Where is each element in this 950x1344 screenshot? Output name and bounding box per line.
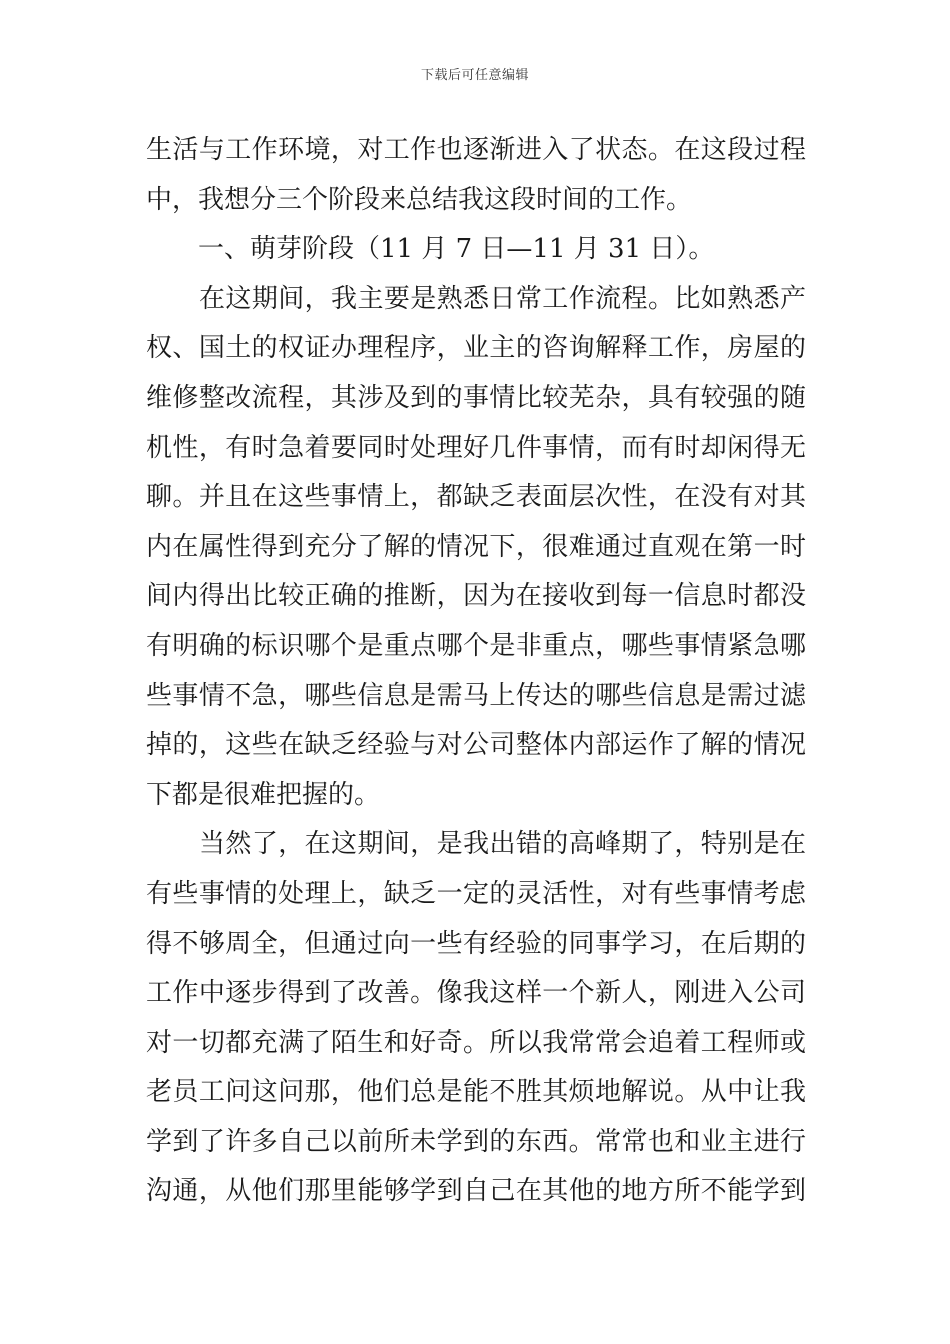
document-body [146,126,806,1217]
text-line: 中，我想分三个阶段来总结我这段时间的工作。 [146,184,693,215]
text-line: 有些事情的处理上，缺乏一定的灵活性，对有些事情考虑 [146,878,806,909]
text-line: 机性，有时急着要同时处理好几件事情，而有时却闲得无 [146,432,806,463]
text-line: 学到了许多自己以前所未学到的东西。常常也和业主进行 [146,1126,806,1157]
text-line: 对一切都充满了陌生和好奇。所以我常常会追着工程师或 [146,1027,806,1058]
section-heading: 一、萌芽阶段（11 月 7 日—11 月 31 日）。 [198,234,715,265]
text-line: 沟通，从他们那里能够学到自己在其他的地方所不能学到 [146,1176,806,1207]
text-line: 间内得出比较正确的推断，因为在接收到每一信息时都没 [146,581,806,612]
text-line: 得不够周全，但通过向一些有经验的同事学习，在后期的 [146,928,806,959]
text-line: 聊。并且在这些事情上，都缺乏表面层次性，在没有对其 [146,482,806,513]
paragraph-first-line: 当然了，在这期间，是我出错的高峰期了，特别是在 [199,829,806,860]
text-line: 生活与工作环境，对工作也逐渐进入了状态。在这段过程 [146,135,806,165]
text-line: 有明确的标识哪个是重点哪个是非重点，哪些事情紧急哪 [146,630,806,661]
paragraph-first-line: 在这期间，我主要是熟悉日常工作流程。比如熟悉产 [199,283,806,314]
text-line: 维修整改流程，其涉及到的事情比较芜杂，具有较强的随 [146,382,806,413]
text-line: 权、国土的权证办理程序，业主的咨询解释工作，房屋的 [146,333,806,364]
text-line: 工作中逐步得到了改善。像我这样一个新人，刚进入公司 [146,978,806,1009]
text-line: 些事情不急，哪些信息是需马上传达的哪些信息是需过滤 [146,680,806,711]
page-header: 下载后可任意编辑 [420,68,529,83]
text-line: 掉的，这些在缺乏经验与对公司整体内部运作了解的情况 [146,730,806,761]
text-line: 下都是很难把握的。 [146,779,381,810]
text-line: 内在属性得到充分了解的情况下，很难通过直观在第一时 [146,531,806,562]
text-line: 老员工问这问那，他们总是能不胜其烦地解说。从中让我 [146,1077,806,1108]
